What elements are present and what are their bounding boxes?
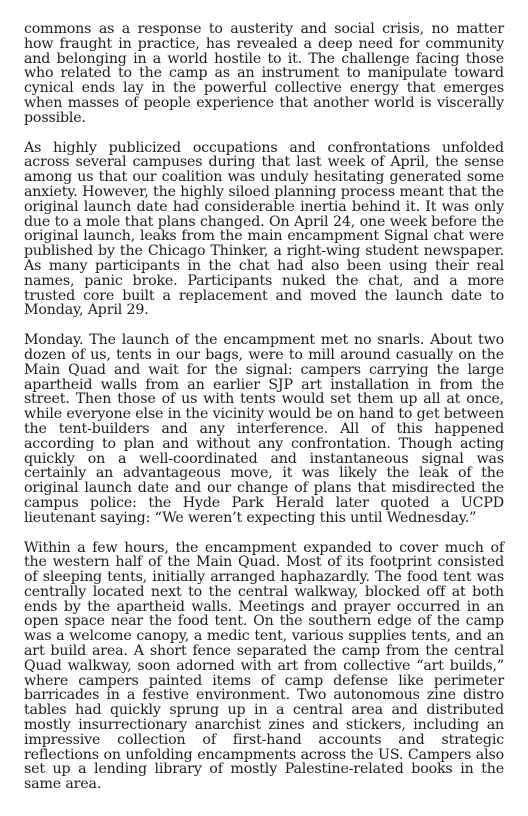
paragraph-2: As highly publicized occupations and confrontations unfolded across several campuses during that last week of April, the sense among us that our coalition was unduly hesitating generated some anxiety. However, the highly siloed planning process meant that the original launch date had considerable inertia behind it. It was only due to a mole that plans changed. On April 24, one week before the original launch, leaks from the main encampment Signal chat were published by the Chicago Thinker, a right-wing student newspaper. As many participants in the chat had also been using their real names, panic broke. Participants nuked the chat, and a more trusted core built a replacement and moved the launch date to Monday, April 29. xyxy=(24,139,504,319)
paragraph-4: Within a few hours, the encampment expanded to cover much of the western half of the Main Quad. Most of its footprint consisted of sleeping tents, initially arranged haphazardly. The food tent was centrally located next to the central walkway, blocked off at both ends by the apartheid walls. Meetings and prayer occurred in an open space near the food tent. On the southern edge of the camp was a welcome canopy, a medic tent, various supplies tents, and an art build area. A short fence separated the camp from the central Quad walkway, soon adorned with art from collective “art builds,” where campers painted items of camp defense like perimeter barricades in a festive environment. Two autonomous zine distro tables had quickly sprung up in a central area and distributed mostly insurrectionary anarchist zines and stickers, including an impressive collection of first-hand accounts and strategic reflections on unfolding encampments across the US. Campers also set up a lending library of mostly Palestine-related books in the same area. xyxy=(24,539,504,793)
paragraph-1: commons as a response to austerity and social crisis, no matter how fraught in practice, has revealed a deep need for community and belonging in a world hostile to it. The challenge facing those who related to the camp as an instrument to manipulate toward cynical ends lay in the powerful collective energy that emerges when masses of people experience that another world is viscerally possible. xyxy=(24,21,504,126)
paragraph-3: Monday. The launch of the encampment met no snarls. About two dozen of us, tents in our bags, were to mill around casually on the Main Quad and wait for the signal: campers carrying the large apartheid walls from an earlier SJP art installation in from the street. Then those of us with tents would set them up all at once, while everyone else in the vicinity would be on hand to get between the tent-builders and any interference. All of this happened according to plan and without any confrontation. Though acting quickly on a well-coordinated and instantaneous signal was certainly an advantageous move, it was likely the leak of the original launch date and our change of plans that misdirected the campus police: the Hyde Park Herald later quoted a UCPD lieutenant saying: “We weren’t expecting this until Wednesday.” xyxy=(24,332,504,526)
document-page xyxy=(24,22,504,807)
